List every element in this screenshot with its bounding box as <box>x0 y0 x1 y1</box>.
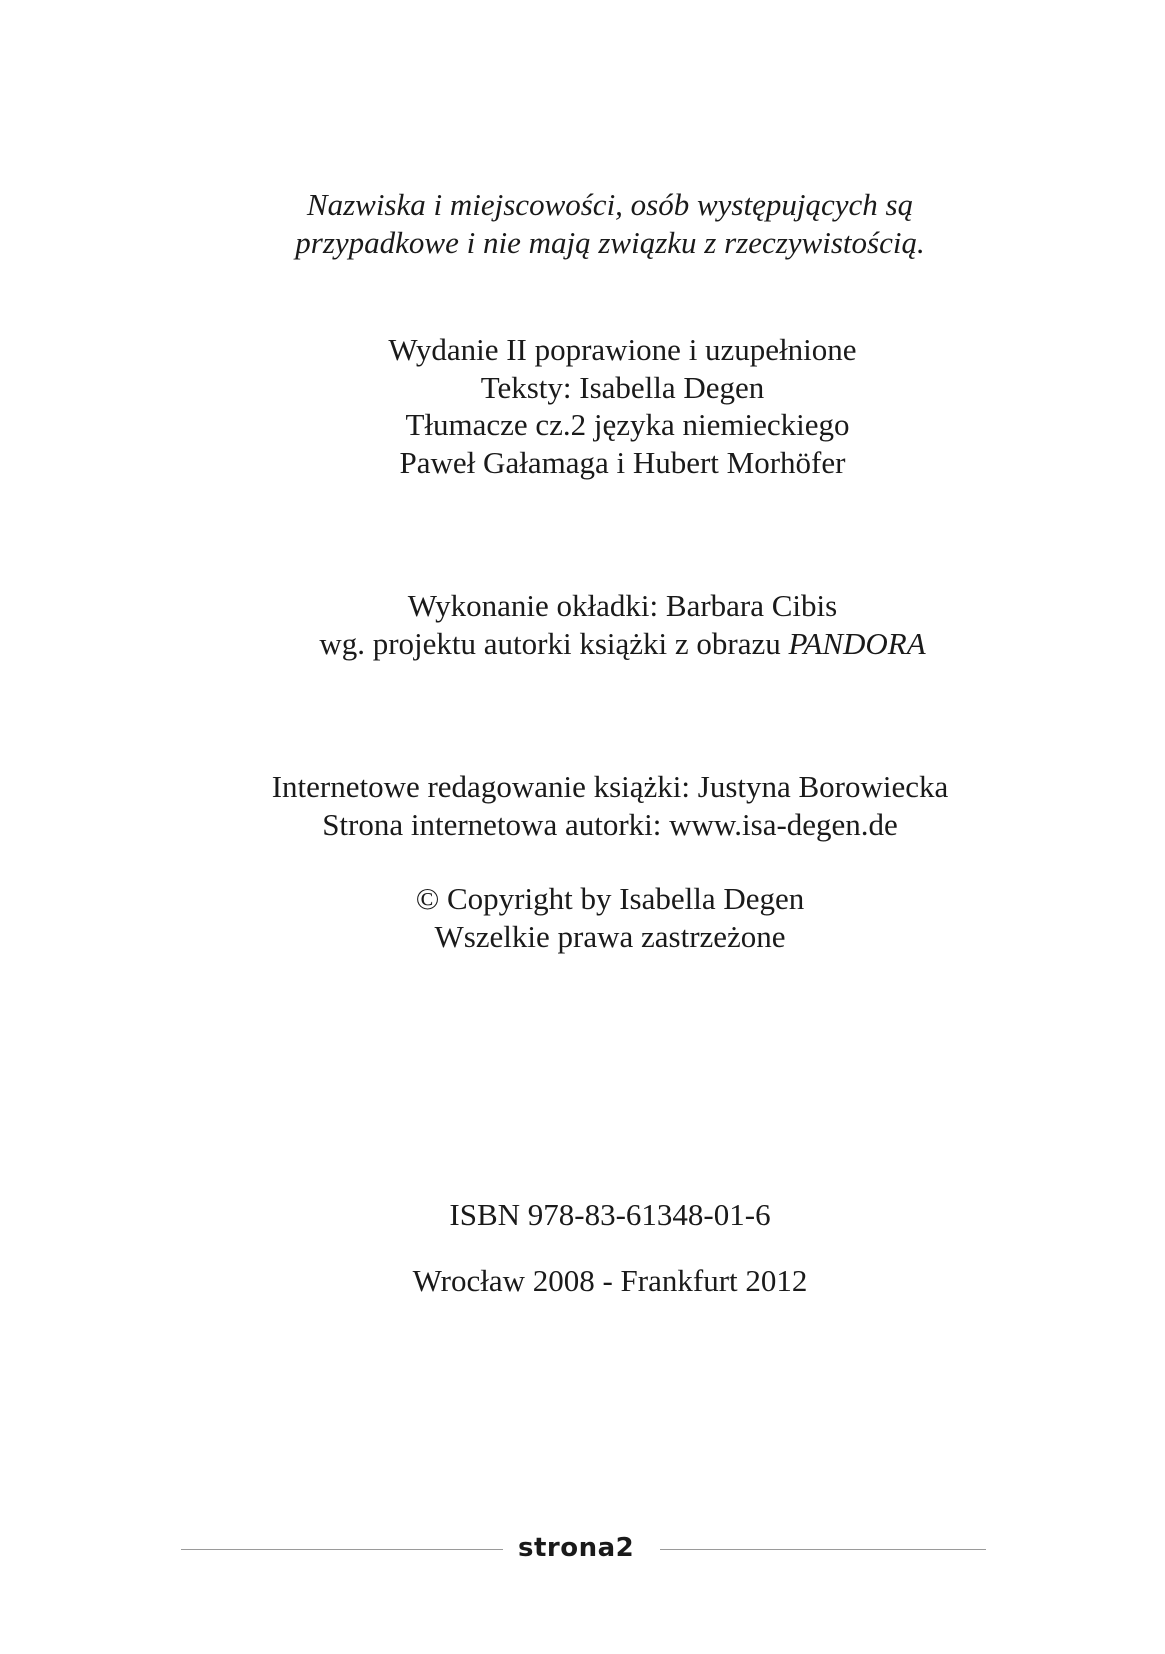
footer-rule-left <box>181 1549 503 1550</box>
edition-line-1: Wydanie II poprawione i uzupełnione <box>388 332 857 367</box>
place-date: Wrocław 2008 - Frankfurt 2012 <box>412 1263 808 1298</box>
isbn: ISBN 978-83-61348-01-6 <box>449 1197 771 1232</box>
copyright-line-2: Wszelkie prawa zastrzeżone <box>434 919 786 954</box>
page-number-label: strona2 <box>518 1533 635 1563</box>
cover-line-1: Wykonanie okładki: Barbara Cibis <box>407 588 838 623</box>
cover-artwork-title: PANDORA <box>788 626 926 661</box>
web-line-2: Strona internetowa autorki: www.isa-degen.de <box>322 807 898 842</box>
edition-line-4: Paweł Gałamaga i Hubert Morhöfer <box>399 445 846 480</box>
cover-line-2-text: wg. projektu autorki książki z obrazu <box>319 626 789 661</box>
disclaimer-line-2: przypadkowe i nie mają związku z rzeczywistością. <box>295 225 925 260</box>
copyright-line-1: © Copyright by Isabella Degen <box>415 881 805 916</box>
web-line-1: Internetowe redagowanie książki: Justyna Borowiecka <box>271 769 949 804</box>
edition-line-3: Tłumacze cz.2 języka niemieckiego <box>405 407 850 442</box>
edition-line-2: Teksty: Isabella Degen <box>480 370 765 405</box>
cover-line-2 <box>0 625 1165 663</box>
disclaimer-line-1: Nazwiska i miejscowości, osób występujących są <box>306 187 914 222</box>
footer-rule-right <box>660 1549 986 1550</box>
